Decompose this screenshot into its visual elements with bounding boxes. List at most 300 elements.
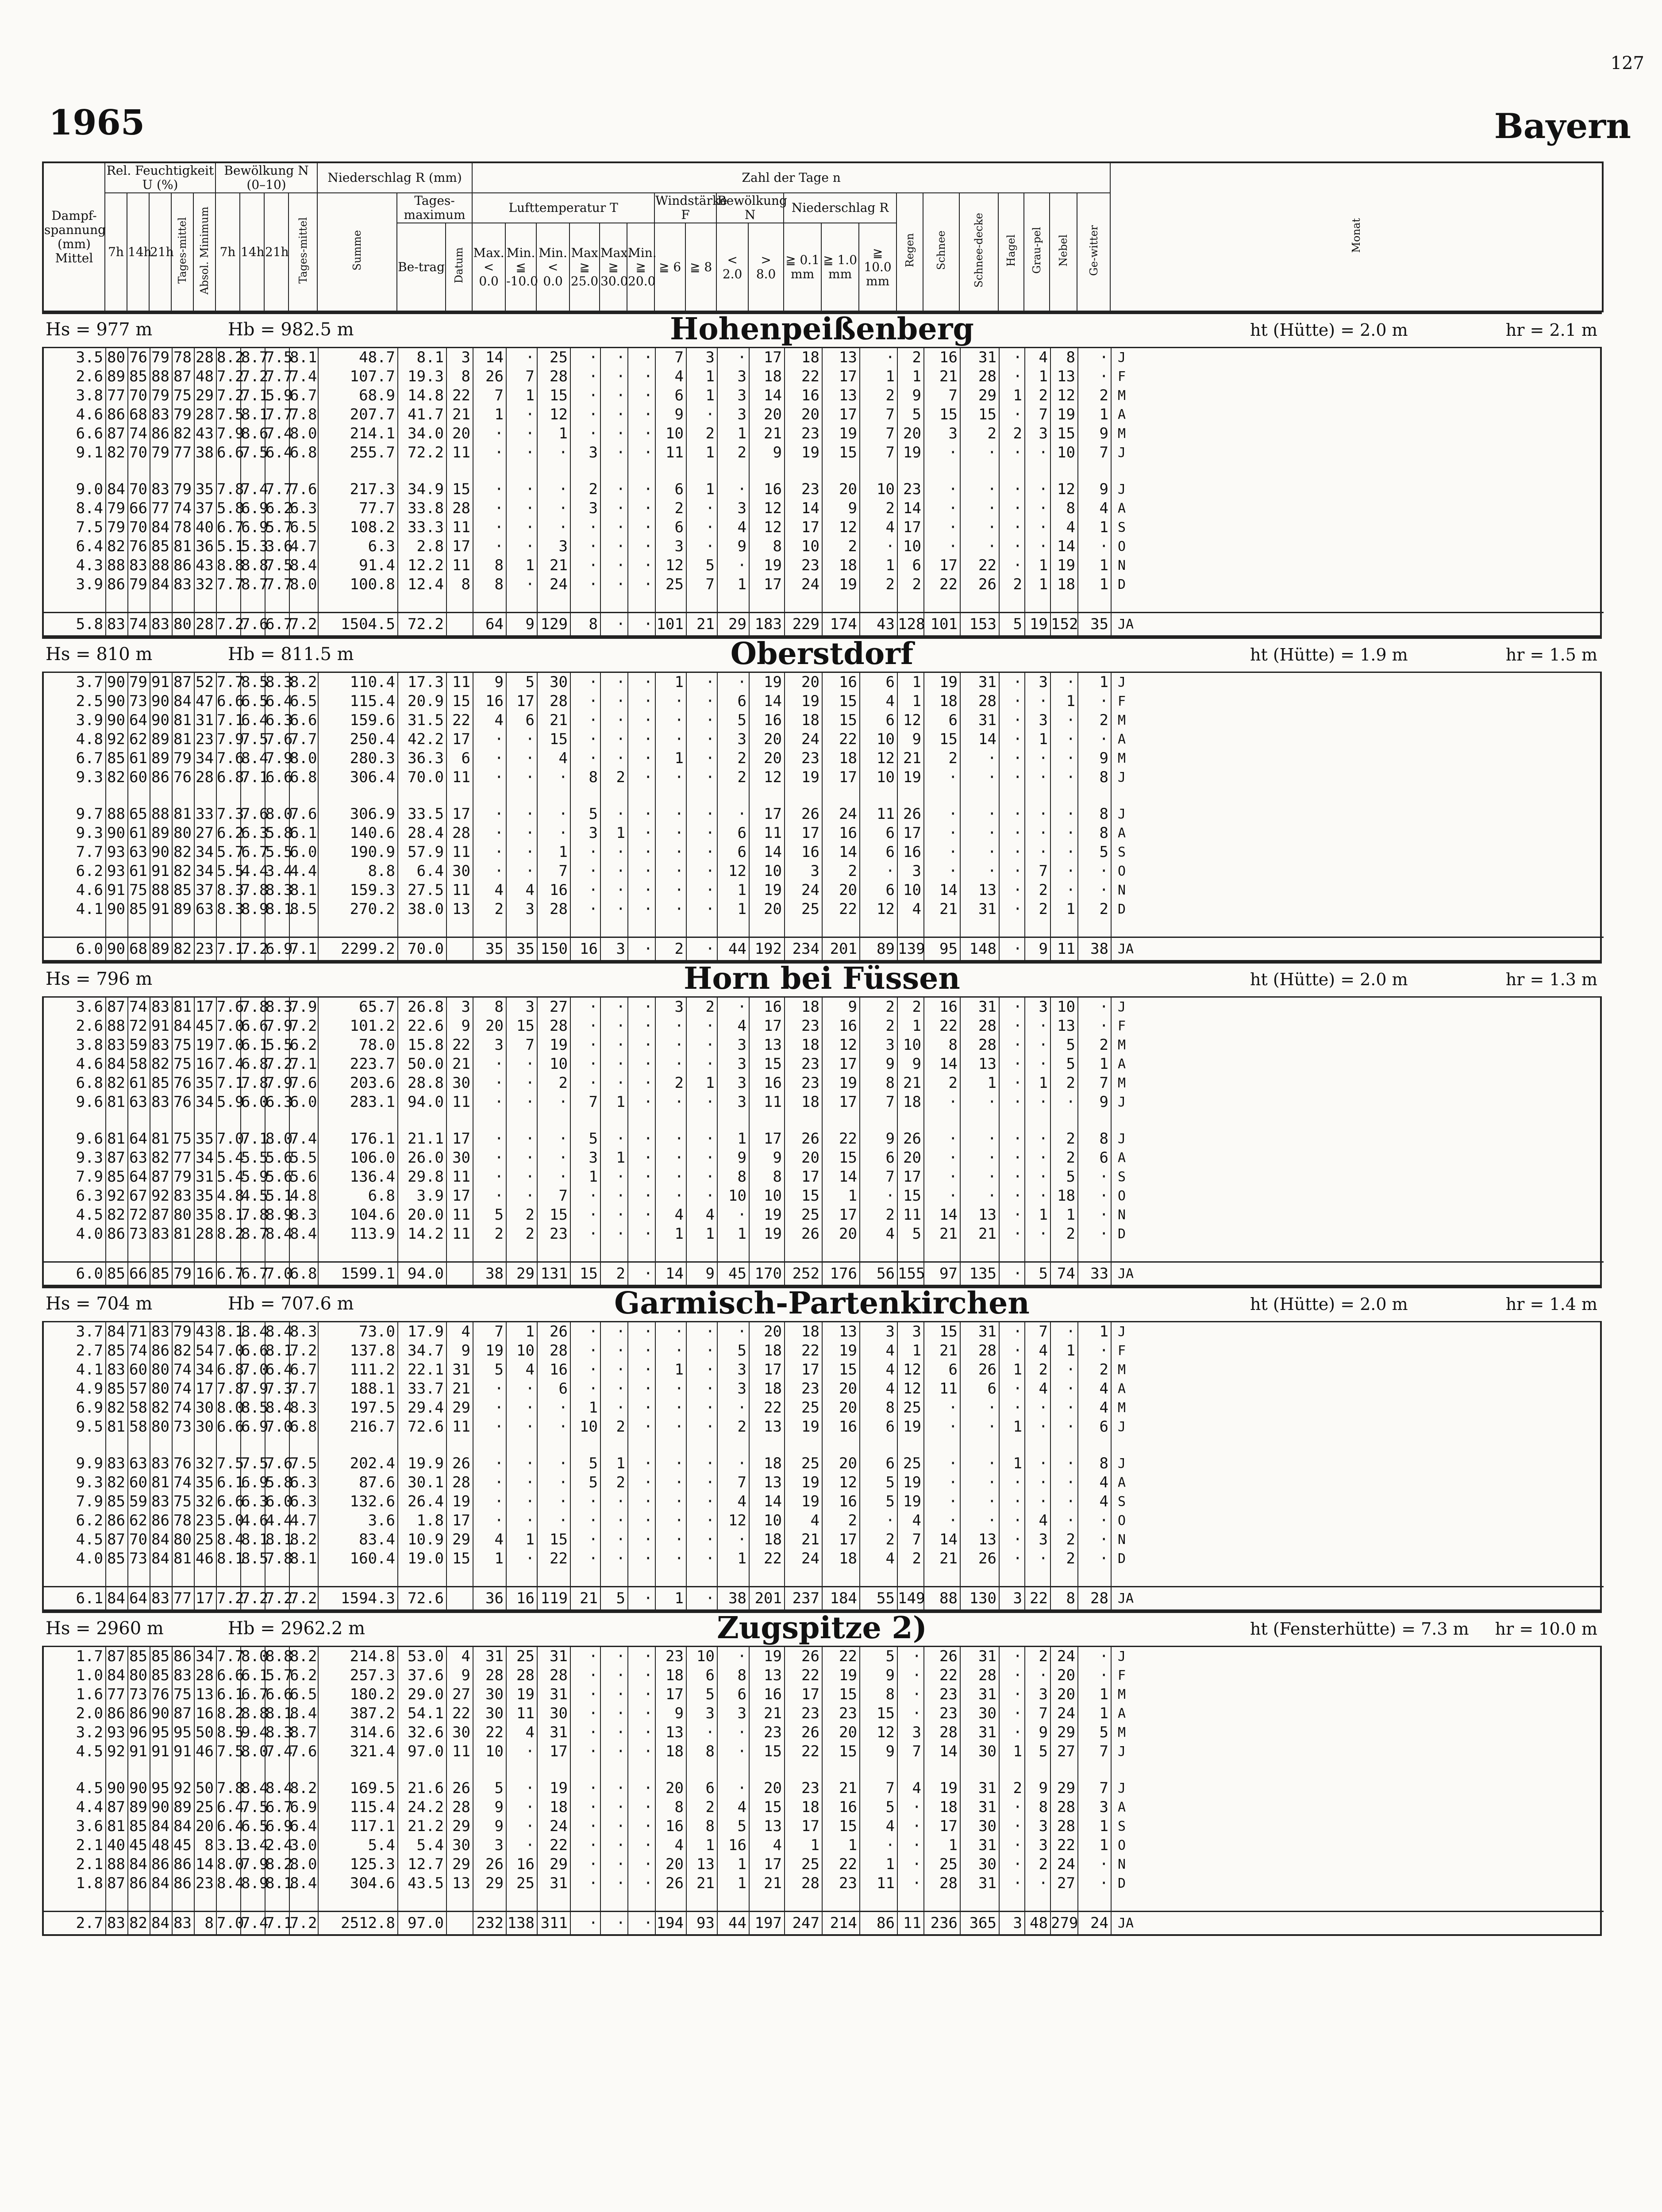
table-cell: 8.8 (241, 557, 269, 574)
station-hb: Hb = 982.5 m (228, 319, 354, 340)
table-cell: 82 (128, 1912, 150, 1935)
table-cell: 38 (194, 443, 216, 462)
month-row (44, 1492, 1604, 1511)
table-cell: 159.6 (318, 711, 398, 730)
table-cell: 202.4 (318, 1454, 398, 1473)
table-cell: 23 (194, 1874, 216, 1893)
table-cell: 2 (717, 768, 749, 787)
table-cell: 81 (150, 1473, 172, 1492)
table-cell: 84 (150, 1817, 172, 1836)
table-cell: · (537, 1492, 570, 1511)
table-cell: 2 (860, 499, 897, 518)
header-monat: Monat (1350, 218, 1363, 253)
table-cell: 34.9 (398, 480, 446, 499)
month-row (44, 1129, 1604, 1148)
table-cell: 35 (194, 1187, 216, 1206)
station-ht: ht (Hütte) = 2.0 m (1250, 1294, 1408, 1314)
table-cell: 19 (749, 556, 785, 575)
table-cell: 9 (506, 613, 537, 636)
table-cell: 2 (1078, 1360, 1111, 1379)
table-cell: 24 (537, 1817, 570, 1836)
table-cell: 4.8 (76, 730, 103, 748)
table-cell: 20.0 (398, 1206, 446, 1225)
table-cell: 13 (686, 1855, 717, 1874)
table-cell: · (628, 386, 655, 405)
table-cell: 8.1 (289, 1549, 318, 1568)
table-cell: 36 (473, 1587, 506, 1610)
table-cell: 84 (106, 1666, 128, 1685)
table-cell: 5.8 (217, 499, 244, 517)
table-cell: 1 (686, 386, 717, 405)
table-cell: 131 (537, 1262, 570, 1285)
table-cell: 21 (924, 1549, 960, 1568)
table-cell: 15 (897, 1187, 924, 1206)
table-cell: 8 (1050, 348, 1078, 367)
table-cell: · (686, 1360, 717, 1379)
table-cell: 2512.8 (318, 1912, 398, 1935)
table-cell: 16 (924, 348, 960, 367)
table-cell: 15 (749, 1742, 785, 1761)
table-cell: 34 (194, 749, 216, 768)
table-cell: 81 (106, 1817, 128, 1836)
table-cell: 9 (473, 1817, 506, 1836)
table-cell: 83 (150, 613, 172, 636)
table-cell: · (686, 1055, 717, 1074)
table-cell: 1 (717, 575, 749, 594)
table-cell: 15 (446, 692, 473, 711)
table-cell: 23 (822, 1704, 860, 1723)
table-cell: 7 (860, 1167, 897, 1187)
table-cell: · (999, 1225, 1025, 1244)
table-cell: · (924, 1129, 960, 1148)
table-cell: 7.7 (289, 1379, 318, 1398)
table-cell: · (924, 1454, 960, 1473)
table-cell: 4.6 (76, 1055, 103, 1073)
table-cell: 7.6 (217, 749, 244, 767)
table-cell: 41.7 (398, 405, 446, 424)
table-cell: · (1078, 1874, 1111, 1893)
table-cell: 6.5 (289, 518, 318, 537)
table-cell: 9 (446, 1017, 473, 1036)
table-cell: 4 (537, 749, 570, 768)
table-cell: 82 (172, 862, 194, 881)
table-cell: 90 (150, 843, 172, 862)
table-cell: 4 (1025, 348, 1050, 367)
table-cell: · (506, 1798, 537, 1817)
table-cell: 5.7 (217, 843, 244, 861)
header-gewitter: Ge-witter (1087, 225, 1100, 276)
table-cell: · (506, 768, 537, 787)
table-cell: 2 (1078, 1036, 1111, 1055)
table-cell: 6.7 (241, 843, 269, 861)
table-cell: · (570, 1836, 600, 1855)
table-cell: 72.6 (398, 1587, 446, 1610)
table-cell: 15 (924, 730, 960, 749)
table-cell: 24 (822, 805, 860, 824)
table-cell: 75 (172, 1055, 194, 1074)
table-cell: 5.5 (265, 843, 293, 861)
table-cell: 7.6 (265, 1455, 293, 1472)
table-cell: 92 (106, 730, 128, 749)
table-cell: · (686, 1511, 717, 1530)
table-cell: · (506, 424, 537, 443)
table-cell: 9.4 (241, 1724, 269, 1741)
table-cell: 24 (785, 575, 822, 594)
table-cell: 5 (570, 1454, 600, 1473)
table-cell: · (999, 881, 1025, 900)
table-cell: 34.7 (398, 1341, 446, 1360)
station-hb: Hb = 811.5 m (228, 644, 354, 664)
table-cell: · (473, 1379, 506, 1398)
table-cell: 1 (822, 1836, 860, 1855)
table-cell: 20 (749, 1779, 785, 1798)
table-cell: 24 (785, 1549, 822, 1568)
table-cell: 21 (897, 1074, 924, 1093)
table-cell: 4 (1078, 1492, 1111, 1511)
table-cell: 91 (150, 900, 172, 919)
table-cell: 12 (717, 862, 749, 881)
table-cell: 3 (600, 937, 628, 960)
table-cell: 17.3 (398, 673, 446, 692)
table-cell: 35 (1078, 613, 1111, 636)
table-cell: · (570, 1742, 600, 1761)
table-cell: 104.6 (318, 1206, 398, 1225)
table-cell: 2.0 (76, 1705, 103, 1722)
table-cell: · (717, 673, 749, 692)
table-cell: 7 (506, 1036, 537, 1055)
table-cell: JA (1111, 1912, 1604, 1935)
table-cell: 1504.5 (318, 613, 398, 636)
table-cell: 1 (897, 1341, 924, 1360)
table-cell: · (999, 998, 1025, 1017)
table-cell: 19 (897, 1473, 924, 1492)
table-cell: · (473, 1398, 506, 1417)
table-cell: 8.1 (241, 406, 269, 423)
table-cell: · (628, 443, 655, 462)
table-cell: 13 (822, 1322, 860, 1341)
table-cell: 35 (194, 1074, 216, 1093)
table-cell: 20 (822, 1723, 860, 1742)
month-row (44, 1187, 1604, 1206)
station-name: Garmisch-Partenkirchen (614, 1286, 1030, 1321)
table-cell: · (570, 730, 600, 749)
table-cell: 42.2 (398, 730, 446, 749)
table-cell: 9 (686, 1262, 717, 1285)
table-cell: 50 (194, 1723, 216, 1742)
table-cell: 7.2 (217, 368, 244, 385)
table-cell: · (506, 537, 537, 556)
table-cell: 1 (1025, 1074, 1050, 1093)
table-cell: 17 (749, 348, 785, 367)
table-cell: 7.0 (217, 1036, 244, 1054)
table-cell: · (537, 443, 570, 462)
table-cell: 13 (446, 1874, 473, 1893)
table-cell: · (999, 556, 1025, 575)
table-cell: 6.7 (76, 749, 103, 767)
table-cell: 18 (785, 1798, 822, 1817)
table-cell: 6.1 (44, 1587, 106, 1610)
table-cell: 3 (924, 424, 960, 443)
table-cell: 27 (446, 1685, 473, 1704)
table-cell: · (473, 1074, 506, 1093)
table-cell: 60 (128, 1360, 150, 1379)
table-cell: · (600, 1666, 628, 1685)
table-cell: J (1111, 1417, 1604, 1436)
table-cell: 83 (106, 1036, 128, 1055)
table-cell: · (506, 862, 537, 881)
table-cell: · (655, 900, 686, 919)
table-cell: · (999, 1511, 1025, 1530)
table-cell: 169.5 (318, 1779, 398, 1798)
table-cell: 87 (150, 1167, 172, 1187)
month-row (44, 1836, 1604, 1855)
table-cell: 89 (172, 900, 194, 919)
table-cell: 81 (172, 730, 194, 749)
table-cell: 28 (924, 1723, 960, 1742)
table-cell: · (628, 1855, 655, 1874)
table-cell: 19 (473, 1341, 506, 1360)
table-cell: · (686, 692, 717, 711)
table-cell: · (628, 348, 655, 367)
table-cell: · (1025, 518, 1050, 537)
table-cell: 7.6 (289, 480, 318, 499)
table-cell: 7 (473, 386, 506, 405)
table-cell: 306.9 (318, 805, 398, 824)
table-cell: 100.8 (318, 575, 398, 594)
table-cell: · (628, 1017, 655, 1036)
table-cell: 7.5 (217, 1455, 244, 1472)
table-cell: 10 (897, 1036, 924, 1055)
table-cell: · (686, 1530, 717, 1549)
header-hagel: Hagel (1005, 234, 1018, 267)
table-cell: 16 (537, 881, 570, 900)
table-cell: · (960, 749, 999, 768)
table-cell: · (717, 1322, 749, 1341)
table-cell: 30 (473, 1685, 506, 1704)
table-cell: 1 (506, 556, 537, 575)
table-cell: · (686, 1129, 717, 1148)
table-cell: 23 (785, 480, 822, 499)
month-row (44, 1225, 1604, 1244)
table-cell: · (960, 824, 999, 843)
table-cell: · (1078, 1511, 1111, 1530)
table-cell: 28 (537, 1341, 570, 1360)
table-cell: 16 (897, 843, 924, 862)
table-cell: 1 (655, 1587, 686, 1610)
table-cell: 79 (172, 749, 194, 768)
table-cell: · (628, 1398, 655, 1417)
table-cell: 29 (473, 1874, 506, 1893)
table-cell: 31 (960, 1685, 999, 1704)
table-cell: 22 (785, 1341, 822, 1360)
header-bew-21h: 21h (264, 193, 289, 311)
table-cell: 7.8 (289, 405, 318, 424)
table-cell: 85 (128, 367, 150, 386)
table-cell: 86 (150, 1511, 172, 1530)
table-cell: 2 (1078, 386, 1111, 405)
table-cell: 5.1 (217, 538, 244, 555)
table-cell: 97 (924, 1262, 960, 1285)
table-cell: 8.1 (217, 1550, 244, 1567)
table-cell: 18 (897, 1093, 924, 1112)
table-cell: 34.0 (398, 424, 446, 443)
table-cell: 6.2 (289, 1036, 318, 1055)
table-cell: 2 (686, 998, 717, 1017)
table-cell: 26.8 (398, 998, 446, 1017)
table-cell: 91 (150, 862, 172, 881)
table-cell: 2 (600, 1473, 628, 1492)
table-cell: 10 (860, 480, 897, 499)
table-cell: · (506, 1074, 537, 1093)
table-cell: 15 (537, 730, 570, 749)
table-cell: 10 (1050, 998, 1078, 1017)
table-cell: 4.7 (289, 537, 318, 556)
table-cell: 19 (446, 1492, 473, 1511)
table-cell: 14.8 (398, 386, 446, 405)
table-cell: 23 (194, 730, 216, 749)
table-cell: 9 (1025, 1779, 1050, 1798)
table-cell: 74 (172, 1473, 194, 1492)
table-cell: 91 (150, 673, 172, 692)
table-cell: 1 (860, 367, 897, 386)
table-cell: 18 (749, 1454, 785, 1473)
table-cell: · (1078, 1017, 1111, 1036)
table-cell: 8.1 (289, 348, 318, 367)
table-cell: 26 (960, 1360, 999, 1379)
table-cell: 88 (150, 881, 172, 900)
table-cell: A (1111, 1798, 1604, 1817)
table-cell: 4.9 (76, 1380, 103, 1398)
table-cell: 2 (822, 1511, 860, 1530)
table-cell: · (506, 1167, 537, 1187)
month-row (44, 1454, 1604, 1473)
table-cell: 19 (897, 1492, 924, 1511)
table-cell: 88 (150, 556, 172, 575)
table-cell: · (655, 1341, 686, 1360)
table-cell: 34 (194, 1647, 216, 1666)
table-cell: · (473, 480, 506, 499)
table-cell: 22 (446, 1036, 473, 1055)
table-cell: 10.9 (398, 1530, 446, 1549)
table-cell: 17 (822, 1093, 860, 1112)
table-cell: 65.7 (318, 998, 398, 1017)
table-cell: 139 (897, 937, 924, 960)
table-cell: · (924, 1093, 960, 1112)
table-cell: 8 (1078, 1454, 1111, 1473)
table-cell: 160.4 (318, 1549, 398, 1568)
table-cell: 8 (1078, 768, 1111, 787)
table-cell: 46 (194, 1742, 216, 1761)
table-cell: · (1025, 1167, 1050, 1187)
table-cell: 13 (446, 900, 473, 919)
table-cell: 8.8 (241, 1705, 269, 1722)
table-cell: 250.4 (318, 730, 398, 749)
table-cell: · (686, 1492, 717, 1511)
table-cell: · (960, 443, 999, 462)
table-cell: 11 (446, 843, 473, 862)
table-cell: 83 (106, 1454, 128, 1473)
table-cell: 59 (128, 1036, 150, 1055)
header-wind-0: ≧ 6 (654, 223, 685, 311)
table-cell: · (600, 1742, 628, 1761)
table-cell: 85 (150, 1647, 172, 1666)
table-cell: 4 (686, 1206, 717, 1225)
table-cell: 29 (194, 386, 216, 405)
table-cell: 21 (822, 1779, 860, 1798)
table-cell: 79 (172, 1262, 194, 1285)
table-cell: 6.1 (241, 1667, 269, 1684)
table-cell: 11 (446, 1417, 473, 1436)
table-cell: O (1111, 862, 1604, 881)
table-cell: · (628, 1341, 655, 1360)
table-cell: 93 (686, 1912, 717, 1935)
table-cell: 5.8 (265, 1474, 293, 1491)
month-row (44, 1322, 1604, 1341)
table-cell: 8 (473, 575, 506, 594)
table-cell: 2 (860, 1017, 897, 1036)
table-cell: · (473, 1055, 506, 1074)
table-cell: M (1111, 386, 1604, 405)
table-cell: 74 (172, 499, 194, 518)
table-cell: 8.5 (241, 1399, 269, 1417)
table-cell: 33.8 (398, 499, 446, 518)
table-cell: 110.4 (318, 673, 398, 692)
table-cell: 6.4 (265, 1361, 293, 1379)
table-cell: 6 (860, 1454, 897, 1473)
table-cell: 6.4 (241, 711, 269, 729)
table-cell: 72.6 (398, 1417, 446, 1436)
table-cell: 6.1 (217, 1686, 244, 1703)
table-cell: · (570, 1798, 600, 1817)
table-cell: 86 (128, 1874, 150, 1893)
table-cell: 7.5 (241, 730, 269, 748)
table-cell: 17 (785, 1167, 822, 1187)
table-cell: · (628, 613, 655, 636)
table-cell: 68 (128, 405, 150, 424)
table-cell: 22 (473, 1723, 506, 1742)
table-cell: 10 (1050, 443, 1078, 462)
table-cell: 35 (473, 937, 506, 960)
table-cell: 78 (172, 1511, 194, 1530)
table-cell: M (1111, 1360, 1604, 1379)
table-cell: 31 (960, 1798, 999, 1817)
table-cell: 5 (897, 405, 924, 424)
table-cell: · (999, 768, 1025, 787)
table-cell: · (717, 805, 749, 824)
table-cell: 1 (473, 1549, 506, 1568)
table-cell: 5 (860, 1492, 897, 1511)
table-cell: 106.0 (318, 1148, 398, 1167)
table-cell: 26 (960, 575, 999, 594)
table-cell: · (999, 443, 1025, 462)
table-cell: 1 (686, 367, 717, 386)
table-cell: · (897, 1874, 924, 1893)
table-cell: · (655, 1549, 686, 1568)
table-cell: 13 (749, 1666, 785, 1685)
month-row (44, 1341, 1604, 1360)
table-cell: A (1111, 405, 1604, 424)
table-cell: 19 (749, 1206, 785, 1225)
table-cell: 15 (822, 711, 860, 730)
table-cell: 4 (1078, 1398, 1111, 1417)
table-cell: · (570, 367, 600, 386)
table-cell: 19 (897, 1417, 924, 1436)
station-hr: hr = 1.5 m (1505, 645, 1597, 664)
table-cell: D (1111, 1225, 1604, 1244)
table-cell: 61 (128, 824, 150, 843)
table-cell: 1 (686, 1225, 717, 1244)
table-cell: 73 (128, 1225, 150, 1244)
